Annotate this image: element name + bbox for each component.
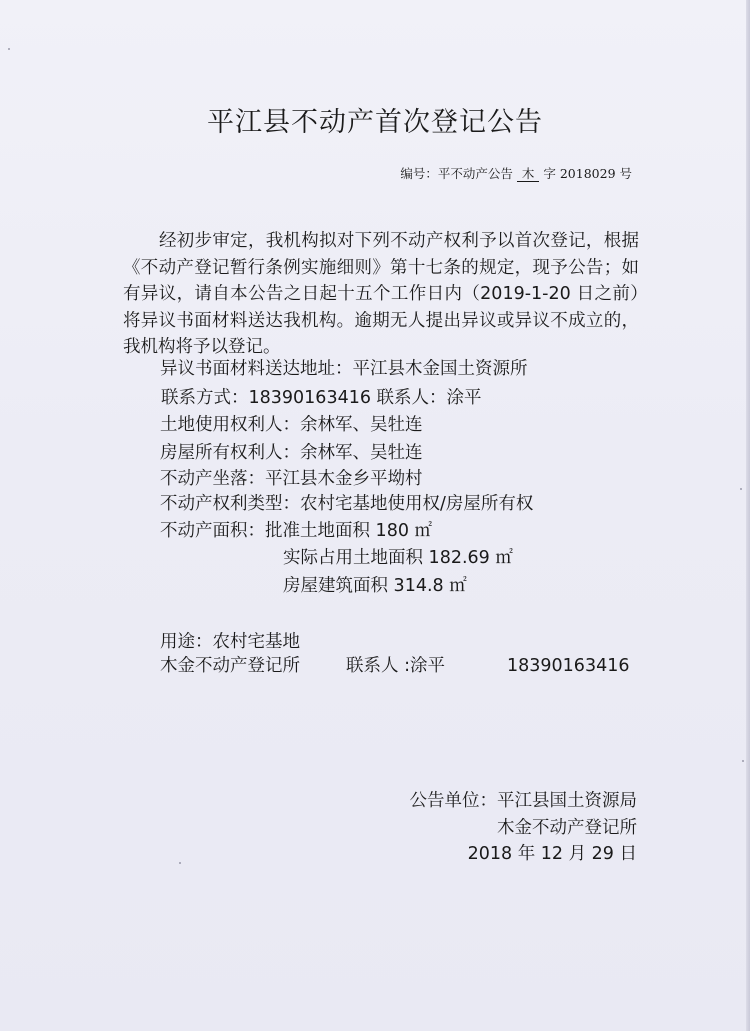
doc-number-suffix: 字 2018029 号 [543, 166, 632, 181]
contact-info: 联系方式：18390163416 联系人：涂平 [161, 388, 482, 408]
notice-title: 平江县不动产首次登记公告 [207, 107, 543, 138]
scan-speck [740, 488, 742, 490]
page-edge [746, 0, 750, 1031]
doc-number-prefix: 编号：平不动产公告 [400, 166, 513, 181]
signature-date: 2018 年 12 月 29 日 [467, 844, 637, 864]
property-usage: 用途：农村宅基地 [160, 632, 300, 652]
scan-speck [179, 862, 181, 864]
objection-address: 异议书面材料送达地址：平江县木金国土资源所 [160, 359, 528, 379]
scan-speck [742, 760, 744, 762]
footer-contact: 联系人 :涂平 [346, 656, 445, 676]
document-number [400, 164, 632, 182]
doc-number-code: 木 [517, 167, 540, 182]
footer-contact-line [160, 653, 630, 679]
house-rights-holder: 房屋所有权利人：余林军、吴牡连 [160, 443, 423, 463]
signature-unit: 公告单位：平江县国土资源局 [409, 791, 637, 811]
area-actual: 实际占用土地面积 182.69 ㎡ [283, 548, 513, 568]
footer-phone: 18390163416 [507, 656, 630, 676]
scan-speck [8, 48, 10, 50]
footer-agency: 木金不动产登记所 [160, 656, 300, 676]
property-location: 不动产坐落：平江县木金乡平坳村 [160, 469, 423, 489]
area-building: 房屋建筑面积 314.8 ㎡ [283, 576, 467, 596]
notice-body: 经初步审定，我机构拟对下列不动产权利予以首次登记，根据《不动产登记暂行条例实施细则》第十七条的规定，现予公告；如有异议，请自本公告之日起十五个工作日内（2019-1-20 日之前）将异议书面材料送达我机构。逾期无人提出异议或异议不成立的，我机构将予以登记。 [123, 231, 639, 357]
signature-office: 木金不动产登记所 [497, 818, 637, 838]
land-rights-holder: 土地使用权利人：余林军、吴牡连 [160, 415, 423, 435]
right-type: 不动产权利类型：农村宅基地使用权/房屋所有权 [160, 494, 534, 514]
area-approved: 不动产面积：批准土地面积 180 ㎡ [160, 521, 433, 541]
